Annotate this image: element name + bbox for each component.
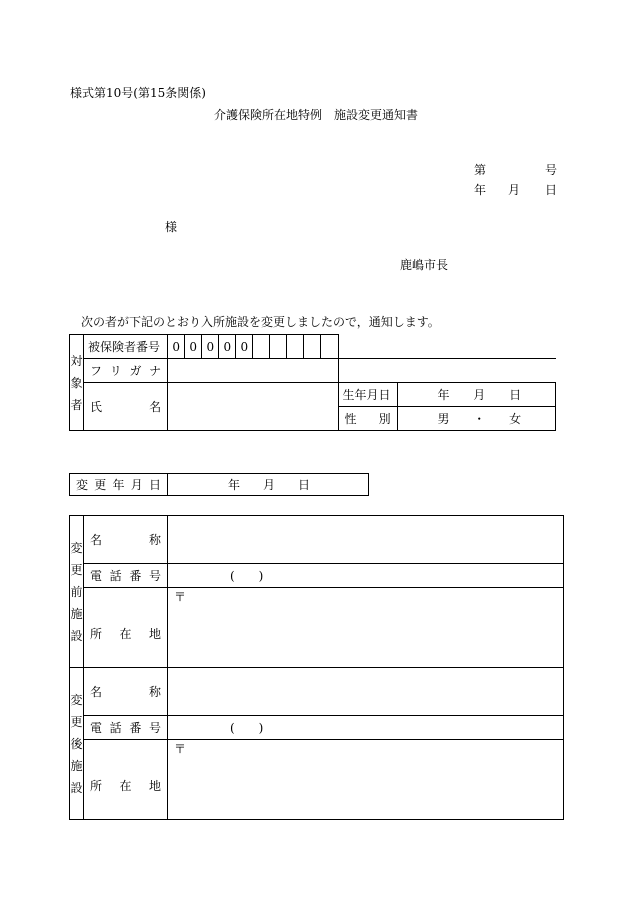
recipient-suffix: 様 [165,220,178,234]
insured-digit[interactable] [253,335,270,359]
birth-label: 生年月日 [338,383,397,407]
date-day: 日 [545,183,558,197]
date-month: 月 [508,183,521,197]
after-name-label: 名 称 [84,668,168,716]
insured-digit[interactable]: 0 [168,335,185,359]
document-title: 介護保険所在地特例 施設変更通知書 [214,108,419,122]
subject-side-label: 対 象 者 [70,335,84,431]
before-name-label: 名 称 [84,516,168,564]
name-field[interactable] [168,383,338,431]
insured-digit[interactable] [304,335,321,359]
postal-mark-icon: 〒 [174,742,187,756]
doc-number-go: 号 [545,163,558,177]
change-date-label: 変 更 年 月 日 [70,474,168,496]
insured-digit[interactable]: 0 [185,335,202,359]
change-date-table [69,473,369,496]
facility-table [69,515,564,820]
after-phone-field[interactable]: ( ) [168,716,564,740]
insured-digit[interactable] [321,335,338,359]
insured-digit[interactable] [287,335,304,359]
after-side-label: 変 更 後 施 設 [70,668,84,820]
change-date-value[interactable]: 年 月 日 [168,474,369,496]
before-side-label: 変 更 前 施 設 [70,516,84,668]
furigana-label: フ リ ガ ナ [84,359,168,383]
date-year: 年 [474,183,487,197]
before-address-label: 所 在 地 [84,588,168,668]
form-number: 様式第10号(第15条関係) [70,86,206,100]
sender-name: 鹿嶋市長 [400,258,449,272]
before-phone-label: 電 話 番 号 [84,564,168,588]
insured-digit[interactable]: 0 [219,335,236,359]
insured-digit[interactable] [270,335,287,359]
before-name-field[interactable] [168,516,564,564]
doc-number-dai: 第 [474,163,487,177]
after-address-label: 所 在 地 [84,740,168,820]
furigana-field[interactable] [168,359,338,383]
before-address-field[interactable] [168,588,564,668]
birth-value[interactable]: 年 月 日 [397,383,555,407]
after-address-field[interactable] [168,740,564,820]
insured-digit[interactable]: 0 [202,335,219,359]
postal-mark-icon: 〒 [174,590,187,604]
before-phone-field[interactable]: ( ) [168,564,564,588]
insured-number-label: 被保険者番号 [84,335,168,359]
intro-text: 次の者が下記のとおり入所施設を変更しましたので，通知します。 [81,315,440,329]
sex-value[interactable]: 男 ・ 女 [397,407,555,431]
insured-digit[interactable]: 0 [236,335,253,359]
subject-table [69,334,556,431]
sex-label: 性 別 [338,407,397,431]
name-label: 氏 名 [84,383,168,431]
after-name-field[interactable] [168,668,564,716]
after-phone-label: 電 話 番 号 [84,716,168,740]
